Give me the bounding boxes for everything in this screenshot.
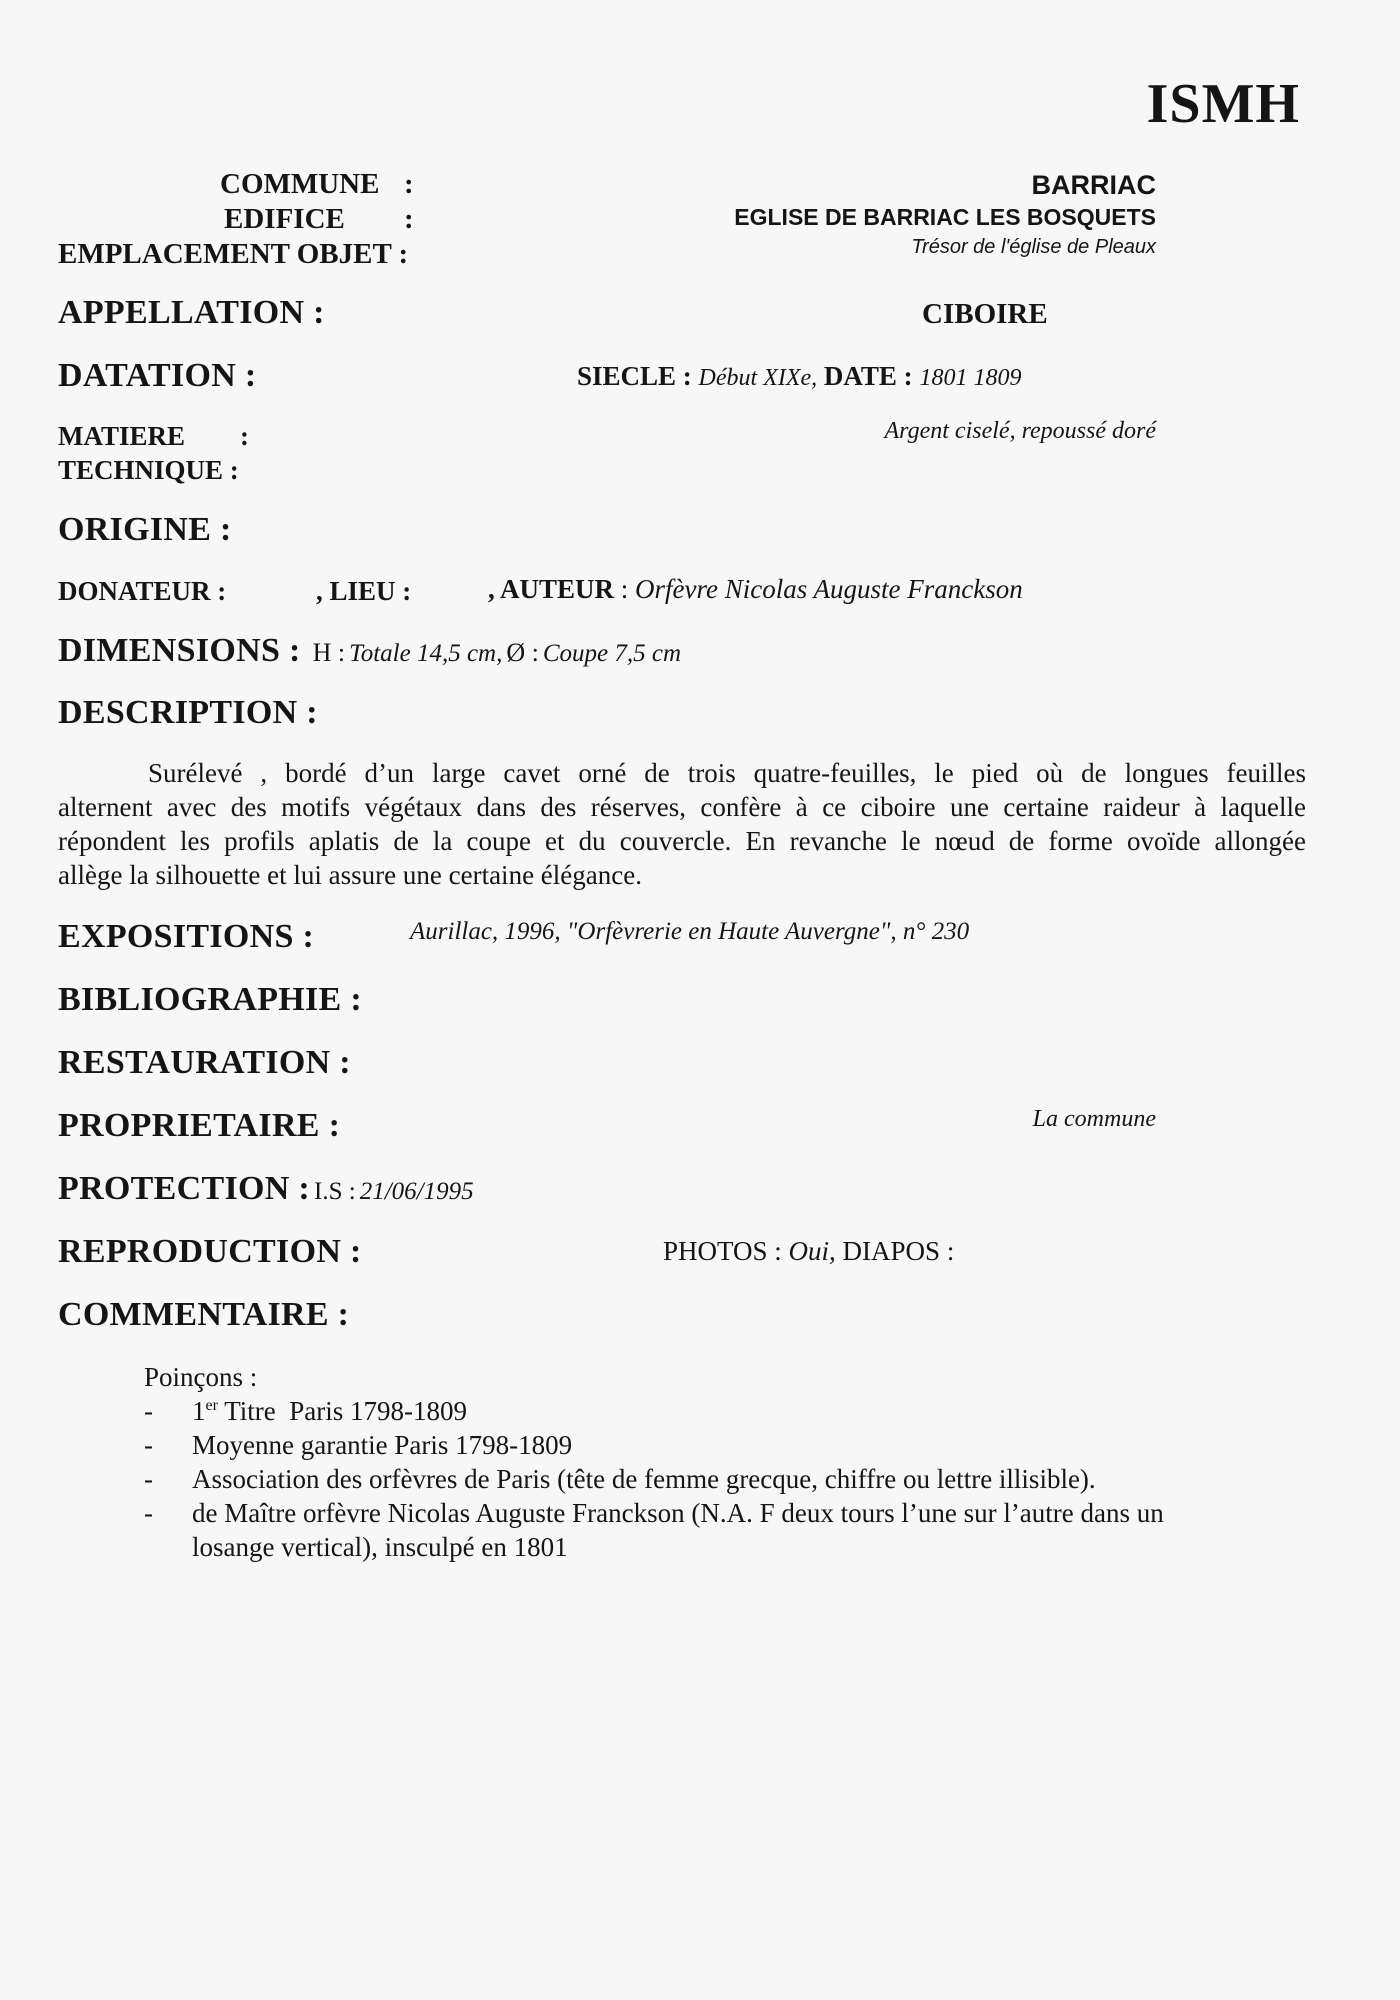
protection-date: 21/06/1995: [359, 1178, 474, 1205]
item2-text: Moyenne garantie Paris 1798-1809: [192, 1430, 573, 1460]
protection-type: I.S :: [314, 1178, 356, 1205]
list-dash: -: [144, 1396, 153, 1426]
description-label: DESCRIPTION :: [58, 694, 318, 731]
list-item: [144, 1496, 1314, 1564]
photos-label: PHOTOS :: [663, 1236, 782, 1266]
auteur-line: [488, 574, 1023, 605]
description-line-3: répondent les profils aplatis de la coupe et du couvercle. En revanche le nœud de forme ovoïde allongée: [58, 826, 1306, 856]
reproduction-media: [663, 1236, 954, 1267]
commune-colon: :: [404, 168, 414, 200]
item3-text: Association des orfèvres de Paris (tête de femme grecque, chiffre ou lettre illisible).: [192, 1464, 1096, 1494]
lieu-label: , LIEU :: [316, 576, 412, 606]
datation-label: DATATION :: [58, 357, 257, 394]
description-line-2: alternent avec des motifs végétaux dans des réserves, confère à ce ciboire une certaine raideur à laquelle: [58, 792, 1306, 822]
auteur-label: , AUTEUR: [488, 574, 615, 604]
item4-line-1: de Maître orfèvre Nicolas Auguste Franckson (N.A. F deux tours l’une sur l’autre dans un: [192, 1498, 1164, 1528]
item1-sup: er: [205, 1397, 218, 1414]
auteur-value: Orfèvre Nicolas Auguste Franckson: [635, 574, 1023, 604]
list-dash: -: [144, 1498, 153, 1528]
datation-line: [577, 361, 1021, 392]
edifice-colon: :: [404, 203, 414, 235]
expositions-label: EXPOSITIONS :: [58, 918, 315, 955]
description-line-4: allège la silhouette et lui assure une certaine élégance.: [58, 860, 642, 890]
item4-line-2: losange vertical), insculpé en 1801: [192, 1532, 568, 1562]
protection-label: PROTECTION :: [58, 1170, 311, 1207]
item1-num: 1: [192, 1396, 206, 1426]
reproduction-label: REPRODUCTION :: [58, 1233, 362, 1270]
proprietaire-value: La commune: [1032, 1106, 1156, 1132]
bibliographie-label: BIBLIOGRAPHIE :: [58, 981, 362, 1018]
edifice-value: EGLISE DE BARRIAC LES BOSQUETS: [734, 204, 1156, 230]
photos-value: Oui,: [788, 1236, 836, 1266]
height-label: H :: [312, 638, 346, 667]
description-text: [58, 756, 1306, 892]
matiere-value: Argent ciselé, repoussé doré: [884, 418, 1156, 444]
list-dash: -: [144, 1430, 153, 1460]
date-label: DATE :: [823, 361, 913, 391]
description-line-1: Surélevé , bordé d’un large cavet orné de trois quatre-feuilles, le pied où de longues feuilles: [148, 758, 1306, 788]
siecle-label: SIECLE :: [577, 361, 692, 391]
poincons-intro: Poinçons :: [144, 1362, 258, 1392]
edifice-label: EDIFICE: [224, 203, 345, 235]
emplacement-label: EMPLACEMENT OBJET :: [58, 238, 409, 270]
item1-rest: Titre Paris 1798-1809: [217, 1396, 467, 1426]
poincons-list: [144, 1394, 1314, 1564]
dimensions-label: DIMENSIONS :: [58, 632, 301, 669]
proprietaire-label: PROPRIETAIRE :: [58, 1107, 341, 1144]
diameter-value: Coupe 7,5 cm: [542, 640, 682, 667]
list-item: [144, 1394, 1314, 1428]
technique-label: TECHNIQUE :: [58, 455, 239, 485]
appellation-value: CIBOIRE: [922, 298, 1048, 330]
siecle-value: Début XIXe,: [698, 365, 818, 391]
restauration-label: RESTAURATION :: [58, 1044, 351, 1081]
list-dash: -: [144, 1464, 153, 1494]
origine-label: ORIGINE :: [58, 511, 232, 548]
protection-line: [58, 1170, 474, 1208]
dimensions-line: [58, 632, 681, 670]
commune-value: BARRIAC: [1031, 170, 1156, 200]
emplacement-value: Trésor de l'église de Pleaux: [911, 236, 1156, 258]
height-value: Totale 14,5 cm,: [349, 640, 503, 667]
diapos-label: DIAPOS :: [842, 1236, 955, 1266]
donateur-label: DONATEUR :: [58, 576, 227, 606]
document-code: ISMH: [1146, 73, 1300, 135]
matiere-label: MATIERE: [58, 421, 186, 451]
commune-label: COMMUNE: [220, 168, 380, 200]
appellation-label: APPELLATION :: [58, 294, 325, 331]
auteur-colon: :: [614, 574, 629, 604]
matiere-colon: :: [240, 421, 249, 451]
expositions-value: Aurillac, 1996, "Orfèvrerie en Haute Auvergne", n° 230: [410, 918, 970, 945]
list-item: [144, 1462, 1314, 1496]
diameter-label: Ø :: [506, 638, 539, 667]
commentaire-label: COMMENTAIRE :: [58, 1296, 350, 1333]
commentaire-body: [144, 1360, 1314, 1564]
list-item: [144, 1428, 1314, 1462]
date-value: 1801 1809: [919, 365, 1022, 391]
